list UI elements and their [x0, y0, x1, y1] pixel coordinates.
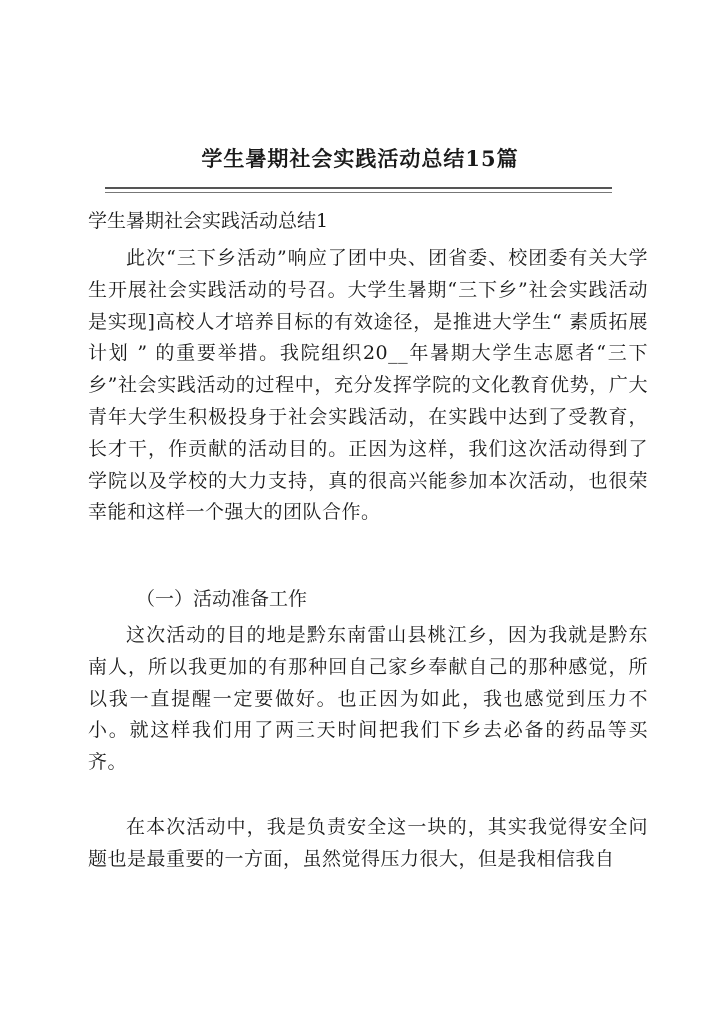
body-paragraph-2: 这次活动的目的地是黔东南雷山县桃江乡，因为我就是黔东南人，所以我更加的有那种回自己家乡奉献自己的那种感觉，所以我一直提醒一定要做好。也正因为如此，我也感觉到压力不小。就这样我们用了两三天时间把我们下乡去必备的药品等买齐。	[88, 624, 648, 774]
section-heading: （一）活动准备工作	[136, 588, 308, 610]
body-paragraph-3: 在本次活动中，我是负责安全这一块的，其实我觉得安全问题也是最重要的一方面，虽然觉得压力很大，但是我相信我自	[88, 816, 648, 870]
section-subtitle: 学生暑期社会实践活动总结1	[88, 210, 329, 232]
title-divider-thick	[105, 187, 612, 189]
body-paragraph-1: 此次“三下乡活动”响应了团中央、团省委、校团委有关大学生开展社会实践活动的号召。大学生暑期“三下乡”社会实践活动是实现]高校人才培养目标的有效途径，是推进大学生“ 素质拓展计划 ” 的重要举措。我院组织20__年暑期大学生志愿者“三下乡”社会实践活动的过程中，充分发挥学院的文化教育优势，广大青年大学生积极投身于社会实践活动，在实践中达到了受教育，长才干，作贡献的活动目的。正因为这样，我们这次活动得到了学院以及学校的大力支持，真的很高兴能参加本次活动，也很荣幸能和这样一个强大的团队合作。	[88, 247, 648, 524]
title-divider-thin	[105, 192, 612, 193]
document-title: 学生暑期社会实践活动总结15篇	[201, 146, 519, 171]
